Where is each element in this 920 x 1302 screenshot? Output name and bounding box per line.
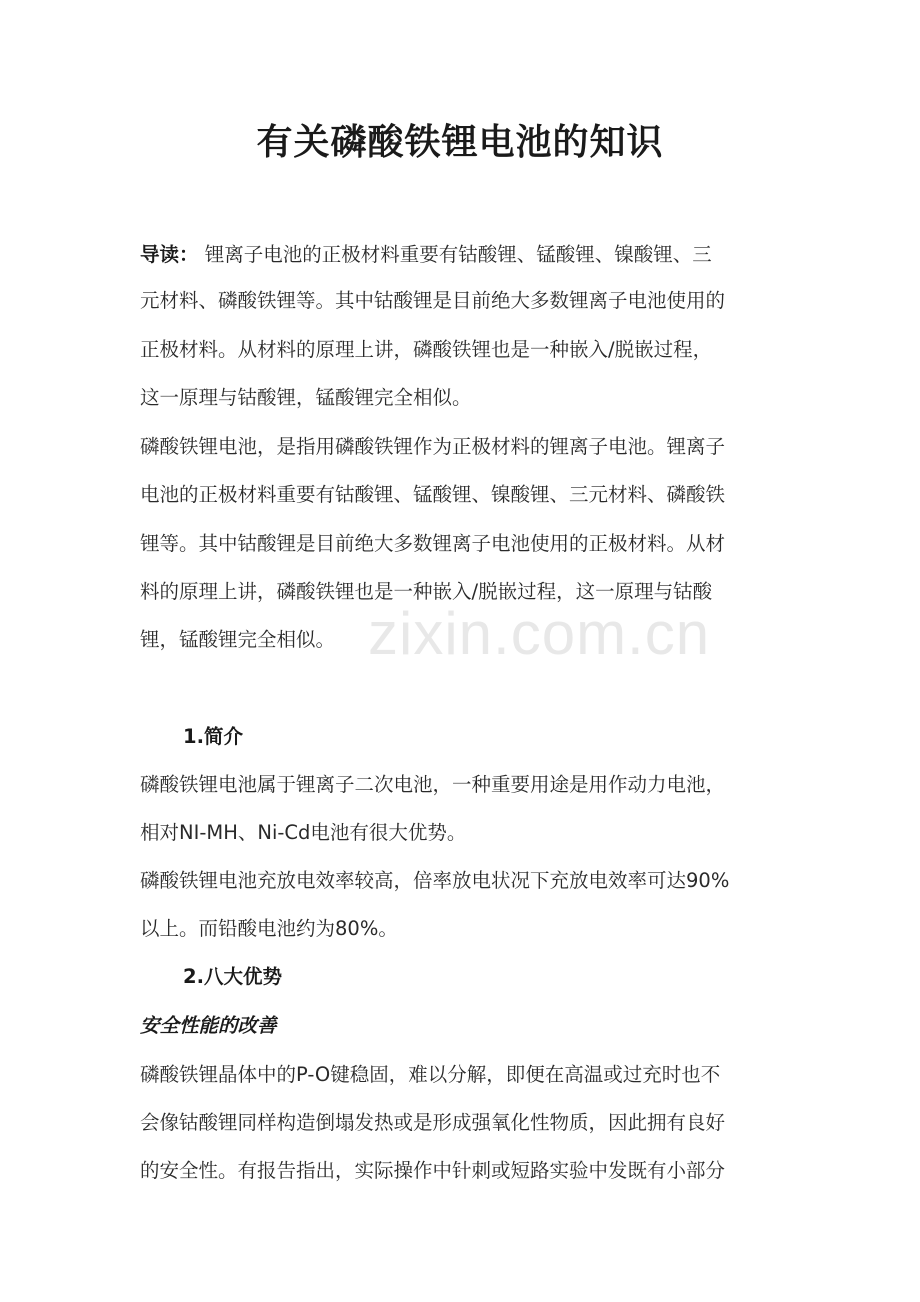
intro-label: 导读： — [140, 243, 199, 266]
section2-subheading: 安全性能的改善 — [140, 1014, 277, 1037]
intro-line-1 — [140, 240, 800, 270]
watermark: zixin.com.cn — [368, 600, 711, 667]
intro-line-3: 正极材料。从材料的原理上讲，磷酸铁锂也是一种嵌入/脱嵌过程， — [140, 338, 713, 361]
section1-line-3: 磷酸铁锂电池充放电效率较高，倍率放电状况下充放电效率可达90% — [140, 869, 730, 892]
para1-line-4: 料的原理上讲，磷酸铁锂也是一种嵌入/脱嵌过程，这一原理与钴酸 — [140, 580, 713, 603]
intro-text-1: 锂离子电池的正极材料重要有钴酸锂、锰酸锂、镍酸锂、三 — [204, 243, 712, 266]
para1-line-5: 锂，锰酸锂完全相似。 — [140, 628, 336, 651]
document-title: 有关磷酸铁锂电池的知识 — [256, 122, 664, 163]
para1-line-3: 锂等。其中钴酸锂是目前绝大多数锂离子电池使用的正极材料。从材 — [140, 532, 726, 555]
section1-heading: 1.简介 — [183, 725, 243, 748]
section1-line-4: 以上。而铅酸电池约为80%。 — [140, 917, 398, 940]
intro-line-2: 元材料、磷酸铁锂等。其中钴酸锂是目前绝大多数锂离子电池使用的 — [140, 289, 726, 312]
section2-line-2: 会像钴酸锂同样构造倒塌发热或是形成强氧化性物质，因此拥有良好 — [140, 1111, 726, 1134]
section1-line-1: 磷酸铁锂电池属于锂离子二次电池，一种重要用途是用作动力电池， — [140, 773, 726, 796]
section2-heading: 2.八大优势 — [183, 965, 282, 988]
para1-line-1: 磷酸铁锂电池，是指用磷酸铁锂作为正极材料的锂离子电池。锂离子 — [140, 435, 726, 458]
para1-line-2: 电池的正极材料重要有钴酸锂、锰酸锂、镍酸锂、三元材料、磷酸铁 — [140, 483, 726, 506]
intro-line-4: 这一原理与钴酸锂，锰酸锂完全相似。 — [140, 386, 472, 409]
section1-line-2: 相对NI-MH、Ni-Cd电池有很大优势。 — [140, 821, 467, 844]
section2-line-1: 磷酸铁锂晶体中的P-O键稳固，难以分解，即便在高温或过充时也不 — [140, 1063, 721, 1086]
section2-line-3: 的安全性。有报告指出，实际操作中针刺或短路实验中发既有小部分 — [140, 1159, 726, 1182]
